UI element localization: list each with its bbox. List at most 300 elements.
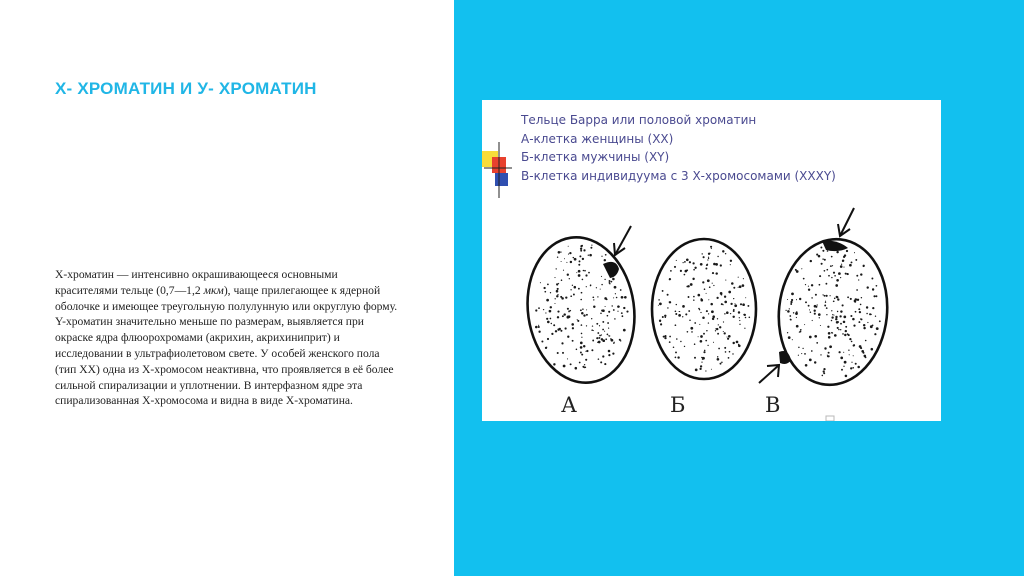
chromatin-speck	[826, 295, 828, 297]
chromatin-speck	[817, 304, 818, 305]
chromatin-speck	[675, 324, 677, 326]
chromatin-speck	[580, 342, 583, 345]
chromatin-speck	[675, 357, 677, 359]
chromatin-speck	[728, 357, 730, 359]
chromatin-speck	[828, 352, 830, 354]
chromatin-speck	[871, 348, 874, 351]
chromatin-speck	[821, 263, 823, 265]
chromatin-speck	[550, 318, 552, 320]
chromatin-speck	[596, 323, 598, 325]
chromatin-speck	[831, 316, 833, 318]
chromatin-speck	[615, 293, 616, 294]
chromatin-speck	[626, 311, 628, 313]
chromatin-speck	[682, 316, 683, 317]
chromatin-speck	[717, 333, 719, 335]
chromatin-speck	[730, 260, 732, 262]
chromatin-speck	[585, 274, 587, 276]
chromatin-speck	[844, 361, 847, 364]
chromatin-speck	[565, 296, 567, 298]
chromatin-speck	[708, 299, 709, 300]
chromatin-speck	[825, 301, 826, 302]
chromatin-speck	[843, 256, 845, 258]
chromatin-speck	[591, 349, 593, 351]
chromatin-speck	[583, 314, 585, 316]
chromatin-speck	[607, 315, 609, 317]
chromatin-speck	[721, 362, 723, 364]
cell-label-a: А	[561, 393, 577, 417]
chromatin-speck	[791, 293, 794, 296]
chromatin-speck	[792, 339, 793, 340]
chromatin-speck	[837, 311, 838, 312]
chromatin-speck	[623, 307, 625, 309]
chromatin-speck	[555, 330, 557, 332]
chromatin-speck	[608, 335, 609, 336]
chromatin-speck	[836, 279, 839, 282]
chromatin-speck	[689, 261, 691, 263]
chromatin-speck	[689, 319, 691, 321]
chromatin-speck	[612, 278, 615, 281]
chromatin-speck	[822, 375, 824, 377]
chromatin-speck	[790, 319, 792, 321]
chromatin-speck	[613, 297, 614, 298]
chromatin-speck	[809, 359, 812, 362]
chromatin-speck	[744, 314, 746, 316]
chromatin-speck	[678, 314, 681, 317]
chromatin-speck	[538, 331, 540, 333]
chromatin-speck	[804, 324, 805, 325]
chromatin-speck	[562, 315, 564, 317]
chromatin-speck	[662, 316, 664, 318]
chromatin-speck	[599, 335, 601, 337]
chromatin-speck	[816, 342, 818, 344]
chromatin-speck	[732, 353, 733, 354]
chromatin-speck	[562, 352, 564, 354]
chromatin-speck	[828, 275, 830, 277]
chromatin-speck	[580, 248, 582, 250]
chromatin-speck	[845, 375, 848, 378]
body-paragraph	[55, 267, 400, 409]
caption-line-3: Б-клетка мужчины (ХY)	[521, 150, 670, 164]
chromatin-speck	[847, 296, 849, 298]
chromatin-speck	[572, 285, 573, 286]
chromatin-speck	[582, 366, 584, 368]
chromatin-speck	[869, 313, 871, 315]
chromatin-speck	[732, 316, 734, 318]
chromatin-speck	[685, 270, 688, 273]
chromatin-speck	[725, 280, 726, 281]
chromatin-speck	[711, 310, 714, 313]
chromatin-speck	[694, 267, 696, 269]
chromatin-speck	[592, 325, 593, 326]
chromatin-speck	[663, 336, 665, 338]
chromatin-speck	[568, 315, 571, 318]
chromatin-speck	[585, 359, 587, 361]
chromatin-speck	[591, 318, 592, 319]
chromatin-speck	[583, 249, 585, 251]
chromatin-speck	[555, 298, 556, 299]
chromatin-speck	[725, 351, 727, 353]
slide-title: Х- ХРОМАТИН И У- ХРОМАТИН	[55, 79, 317, 98]
chromatin-speck	[840, 310, 842, 312]
chromatin-speck	[875, 316, 876, 317]
chromatin-speck	[865, 340, 867, 342]
chromatin-speck	[842, 304, 844, 306]
chromatin-speck	[855, 311, 857, 313]
chromatin-speck	[721, 294, 723, 296]
chromatin-speck	[854, 301, 856, 303]
chromatin-speck	[707, 279, 710, 282]
chromatin-speck	[694, 357, 696, 359]
chromatin-speck	[874, 333, 876, 335]
chromatin-speck	[832, 265, 833, 266]
chromatin-speck	[789, 308, 790, 309]
chromatin-speck	[810, 311, 811, 312]
chromatin-speck	[540, 282, 541, 283]
chromatin-speck	[814, 305, 817, 308]
chromatin-speck	[664, 337, 666, 339]
chromatin-speck	[724, 296, 726, 298]
chromatin-speck	[716, 297, 718, 299]
chromatin-speck	[849, 354, 850, 355]
chromatin-speck	[538, 307, 540, 309]
chromatin-speck	[872, 288, 874, 290]
chromatin-speck	[837, 327, 839, 329]
chromatin-speck	[563, 270, 564, 271]
chromatin-speck	[739, 320, 740, 321]
chromatin-speck	[694, 322, 696, 324]
chromatin-speck	[659, 321, 661, 323]
chromatin-speck	[838, 272, 841, 275]
chromatin-speck	[717, 358, 720, 361]
chromatin-speck	[706, 264, 708, 266]
chromatin-speck	[557, 256, 558, 257]
chromatin-speck	[733, 309, 735, 311]
chromatin-speck	[853, 355, 854, 356]
chromatin-speck	[604, 297, 607, 300]
chromatin-speck	[829, 345, 832, 348]
chromatin-speck	[680, 341, 681, 342]
chromatin-speck	[854, 252, 855, 253]
chromatin-speck	[827, 326, 829, 328]
chromatin-speck	[581, 312, 584, 315]
chromatin-speck	[618, 306, 619, 307]
chromatin-speck	[556, 290, 559, 293]
chromatin-speck	[705, 370, 706, 371]
chromatin-speck	[801, 353, 802, 354]
chromatin-speck	[623, 329, 626, 332]
chromatin-speck	[577, 319, 578, 320]
chromatin-speck	[620, 340, 621, 341]
chromatin-speck	[695, 369, 698, 372]
chromatin-speck	[556, 268, 557, 269]
chromatin-speck	[853, 325, 855, 327]
chromatin-speck	[873, 295, 875, 297]
chromatin-speck	[722, 250, 724, 252]
chromatin-speck	[580, 309, 582, 311]
chromatin-speck	[840, 277, 841, 278]
chromatin-speck	[856, 289, 858, 291]
chromatin-speck	[834, 334, 837, 337]
chromatin-speck	[790, 303, 792, 305]
chromatin-speck	[551, 333, 553, 335]
chromatin-speck	[863, 352, 865, 354]
chromatin-speck	[546, 299, 549, 302]
chromatin-speck	[841, 264, 842, 265]
chromatin-speck	[805, 364, 808, 367]
chromatin-speck	[823, 370, 825, 372]
chromatin-speck	[808, 305, 810, 307]
chromatin-speck	[734, 303, 735, 304]
chromatin-speck	[740, 303, 742, 305]
chromatin-speck	[721, 303, 723, 305]
chromatin-speck	[728, 291, 731, 294]
chromatin-speck	[831, 277, 832, 278]
chromatin-speck	[702, 253, 703, 254]
chromatin-speck	[732, 342, 734, 344]
chromatin-speck	[569, 278, 570, 279]
chromatin-speck	[602, 321, 604, 323]
chromatin-speck	[720, 264, 722, 266]
chromatin-speck	[708, 313, 709, 314]
chromatin-speck	[674, 266, 676, 268]
chromatin-speck	[851, 362, 852, 363]
chromatin-speck	[543, 309, 544, 310]
arrow-icon	[838, 208, 854, 236]
chromatin-speck	[588, 255, 589, 256]
chromatin-speck	[547, 321, 550, 324]
chromatin-speck	[570, 295, 572, 297]
chromatin-speck	[658, 299, 660, 301]
cell-label-b: Б	[670, 393, 686, 417]
chromatin-speck	[790, 301, 792, 303]
chromatin-speck	[581, 354, 583, 356]
chromatin-speck	[549, 310, 551, 312]
chromatin-speck	[589, 254, 592, 257]
chromatin-speck	[561, 297, 564, 300]
chromatin-speck	[836, 321, 839, 324]
chromatin-speck	[745, 297, 746, 298]
chromatin-speck	[583, 270, 585, 272]
chromatin-speck	[850, 315, 852, 317]
chromatin-speck	[669, 301, 670, 302]
chromatin-speck	[871, 278, 873, 280]
chromatin-speck	[730, 303, 732, 305]
chromatin-speck	[800, 329, 802, 331]
chromatin-speck	[814, 310, 816, 312]
chromatin-speck	[557, 316, 559, 318]
chromatin-speck	[620, 289, 622, 291]
chromatin-speck	[586, 286, 587, 287]
chromatin-speck	[693, 299, 695, 301]
chromatin-speck	[815, 294, 817, 296]
chromatin-speck	[560, 251, 561, 252]
chromatin-speck	[605, 338, 607, 340]
chromatin-speck	[863, 324, 865, 326]
chromatin-speck	[598, 337, 600, 339]
chromatin-speck	[609, 283, 610, 284]
chromatin-speck	[706, 310, 708, 312]
barr-body-figure	[482, 100, 941, 421]
chromatin-speck	[563, 313, 565, 315]
chromatin-speck	[541, 340, 543, 342]
chromatin-speck	[557, 311, 559, 313]
chromatin-speck	[795, 269, 797, 271]
chromatin-speck	[823, 368, 825, 370]
chromatin-speck	[785, 310, 786, 311]
chromatin-speck	[831, 310, 832, 311]
chromatin-speck	[584, 270, 586, 272]
chromatin-speck	[572, 340, 574, 342]
chromatin-speck	[588, 272, 590, 274]
chromatin-speck	[819, 284, 821, 286]
chromatin-speck	[867, 322, 868, 323]
chromatin-speck	[675, 310, 677, 312]
chromatin-speck	[590, 284, 592, 286]
chromatin-speck	[724, 301, 727, 304]
chromatin-speck	[805, 301, 807, 303]
chromatin-speck	[830, 265, 832, 267]
chromatin-speck	[592, 340, 594, 342]
chromatin-speck	[840, 323, 842, 325]
chromatin-speck	[849, 264, 852, 267]
chromatin-speck	[679, 311, 680, 312]
chromatin-speck	[604, 259, 606, 261]
body-text-part-1: Х-хроматин — интенсивно окрашивающееся основными красителями тельце (0,7—1,2	[55, 268, 338, 297]
chromatin-speck	[802, 348, 803, 349]
chromatin-speck	[570, 363, 572, 365]
chromatin-speck	[848, 350, 849, 351]
figure-caption	[521, 111, 836, 185]
caption-line-1: Тельце Барра или половой хроматин	[521, 113, 757, 127]
chromatin-speck	[860, 304, 862, 306]
chromatin-speck	[837, 298, 839, 300]
chromatin-speck	[742, 284, 745, 287]
chromatin-speck	[557, 328, 559, 330]
chromatin-speck	[581, 292, 583, 294]
chromatin-speck	[704, 288, 706, 290]
chromatin-speck	[692, 278, 694, 280]
chromatin-speck	[578, 288, 580, 290]
caption-line-2: А-клетка женщины (ХХ)	[521, 131, 674, 146]
chromatin-speck	[592, 296, 594, 298]
chromatin-speck	[684, 346, 685, 347]
chromatin-speck	[700, 335, 703, 338]
chromatin-speck	[872, 307, 874, 309]
chromatin-speck	[535, 309, 537, 311]
chromatin-speck	[863, 327, 865, 329]
chromatin-speck	[796, 299, 797, 300]
chromatin-speck	[787, 299, 788, 300]
chromatin-speck	[693, 296, 695, 298]
chromatin-speck	[840, 265, 843, 268]
chromatin-speck	[687, 331, 689, 333]
chromatin-speck	[816, 254, 818, 256]
chromatin-speck	[705, 340, 707, 342]
cell-label-c: В	[765, 393, 781, 417]
chromatin-speck	[568, 311, 569, 312]
chromatin-speck	[824, 295, 826, 297]
chromatin-speck	[703, 351, 705, 353]
chromatin-speck	[558, 283, 559, 284]
chromatin-speck	[700, 312, 701, 313]
chromatin-speck	[593, 330, 594, 331]
chromatin-speck	[602, 355, 604, 357]
chromatin-speck	[747, 305, 749, 307]
chromatin-speck	[820, 354, 821, 355]
chromatin-speck	[715, 328, 716, 329]
chromatin-speck	[820, 247, 822, 249]
chromatin-speck	[699, 324, 700, 325]
chromatin-speck	[596, 287, 597, 288]
chromatin-speck	[827, 355, 829, 357]
chromatin-speck	[850, 298, 852, 300]
chromatin-speck	[715, 272, 717, 274]
chromatin-speck	[675, 313, 677, 315]
chromatin-speck	[835, 284, 838, 287]
chromatin-speck	[819, 317, 820, 318]
chromatin-speck	[841, 369, 843, 371]
chromatin-speck	[706, 330, 707, 331]
chromatin-speck	[822, 250, 824, 252]
chromatin-speck	[550, 306, 552, 308]
chromatin-speck	[664, 335, 666, 337]
chromatin-speck	[824, 305, 826, 307]
chromatin-speck	[708, 322, 709, 323]
chromatin-speck	[865, 356, 867, 358]
chromatin-speck	[867, 286, 869, 288]
chromatin-speck	[833, 300, 835, 302]
chromatin-speck	[734, 304, 737, 307]
chromatin-speck	[713, 285, 714, 286]
chromatin-speck	[566, 262, 567, 263]
chromatin-speck	[811, 284, 813, 286]
chromatin-speck	[855, 363, 857, 365]
chromatin-speck	[707, 259, 708, 260]
chromatin-speck	[617, 311, 618, 312]
chromatin-speck	[701, 362, 702, 363]
chromatin-speck	[810, 260, 812, 262]
chromatin-speck	[824, 259, 826, 261]
chromatin-speck	[558, 251, 561, 254]
chromatin-speck	[567, 358, 568, 359]
chromatin-speck	[676, 260, 677, 261]
chromatin-speck	[875, 295, 877, 297]
chromatin-speck	[844, 334, 846, 336]
chromatin-speck	[719, 326, 721, 328]
chromatin-speck	[843, 321, 846, 324]
chromatin-speck	[699, 368, 701, 370]
chromatin-speck	[580, 299, 582, 301]
chromatin-speck	[725, 253, 726, 254]
chromatin-speck	[791, 299, 793, 301]
chromatin-speck	[859, 311, 861, 313]
chromatin-speck	[687, 285, 689, 287]
arrow-icon	[759, 365, 779, 383]
chromatin-speck	[698, 336, 699, 337]
chromatin-speck	[845, 273, 847, 275]
chromatin-speck	[579, 260, 581, 262]
chromatin-speck	[586, 350, 588, 352]
chromatin-speck	[736, 341, 739, 344]
chromatin-speck	[799, 298, 801, 300]
chromatin-speck	[849, 338, 851, 340]
chromatin-speck	[840, 329, 841, 330]
chromatin-speck	[567, 274, 569, 276]
chromatin-speck	[705, 268, 707, 270]
chromatin-speck	[724, 332, 726, 334]
chromatin-speck	[607, 322, 609, 324]
chromatin-speck	[675, 351, 677, 353]
